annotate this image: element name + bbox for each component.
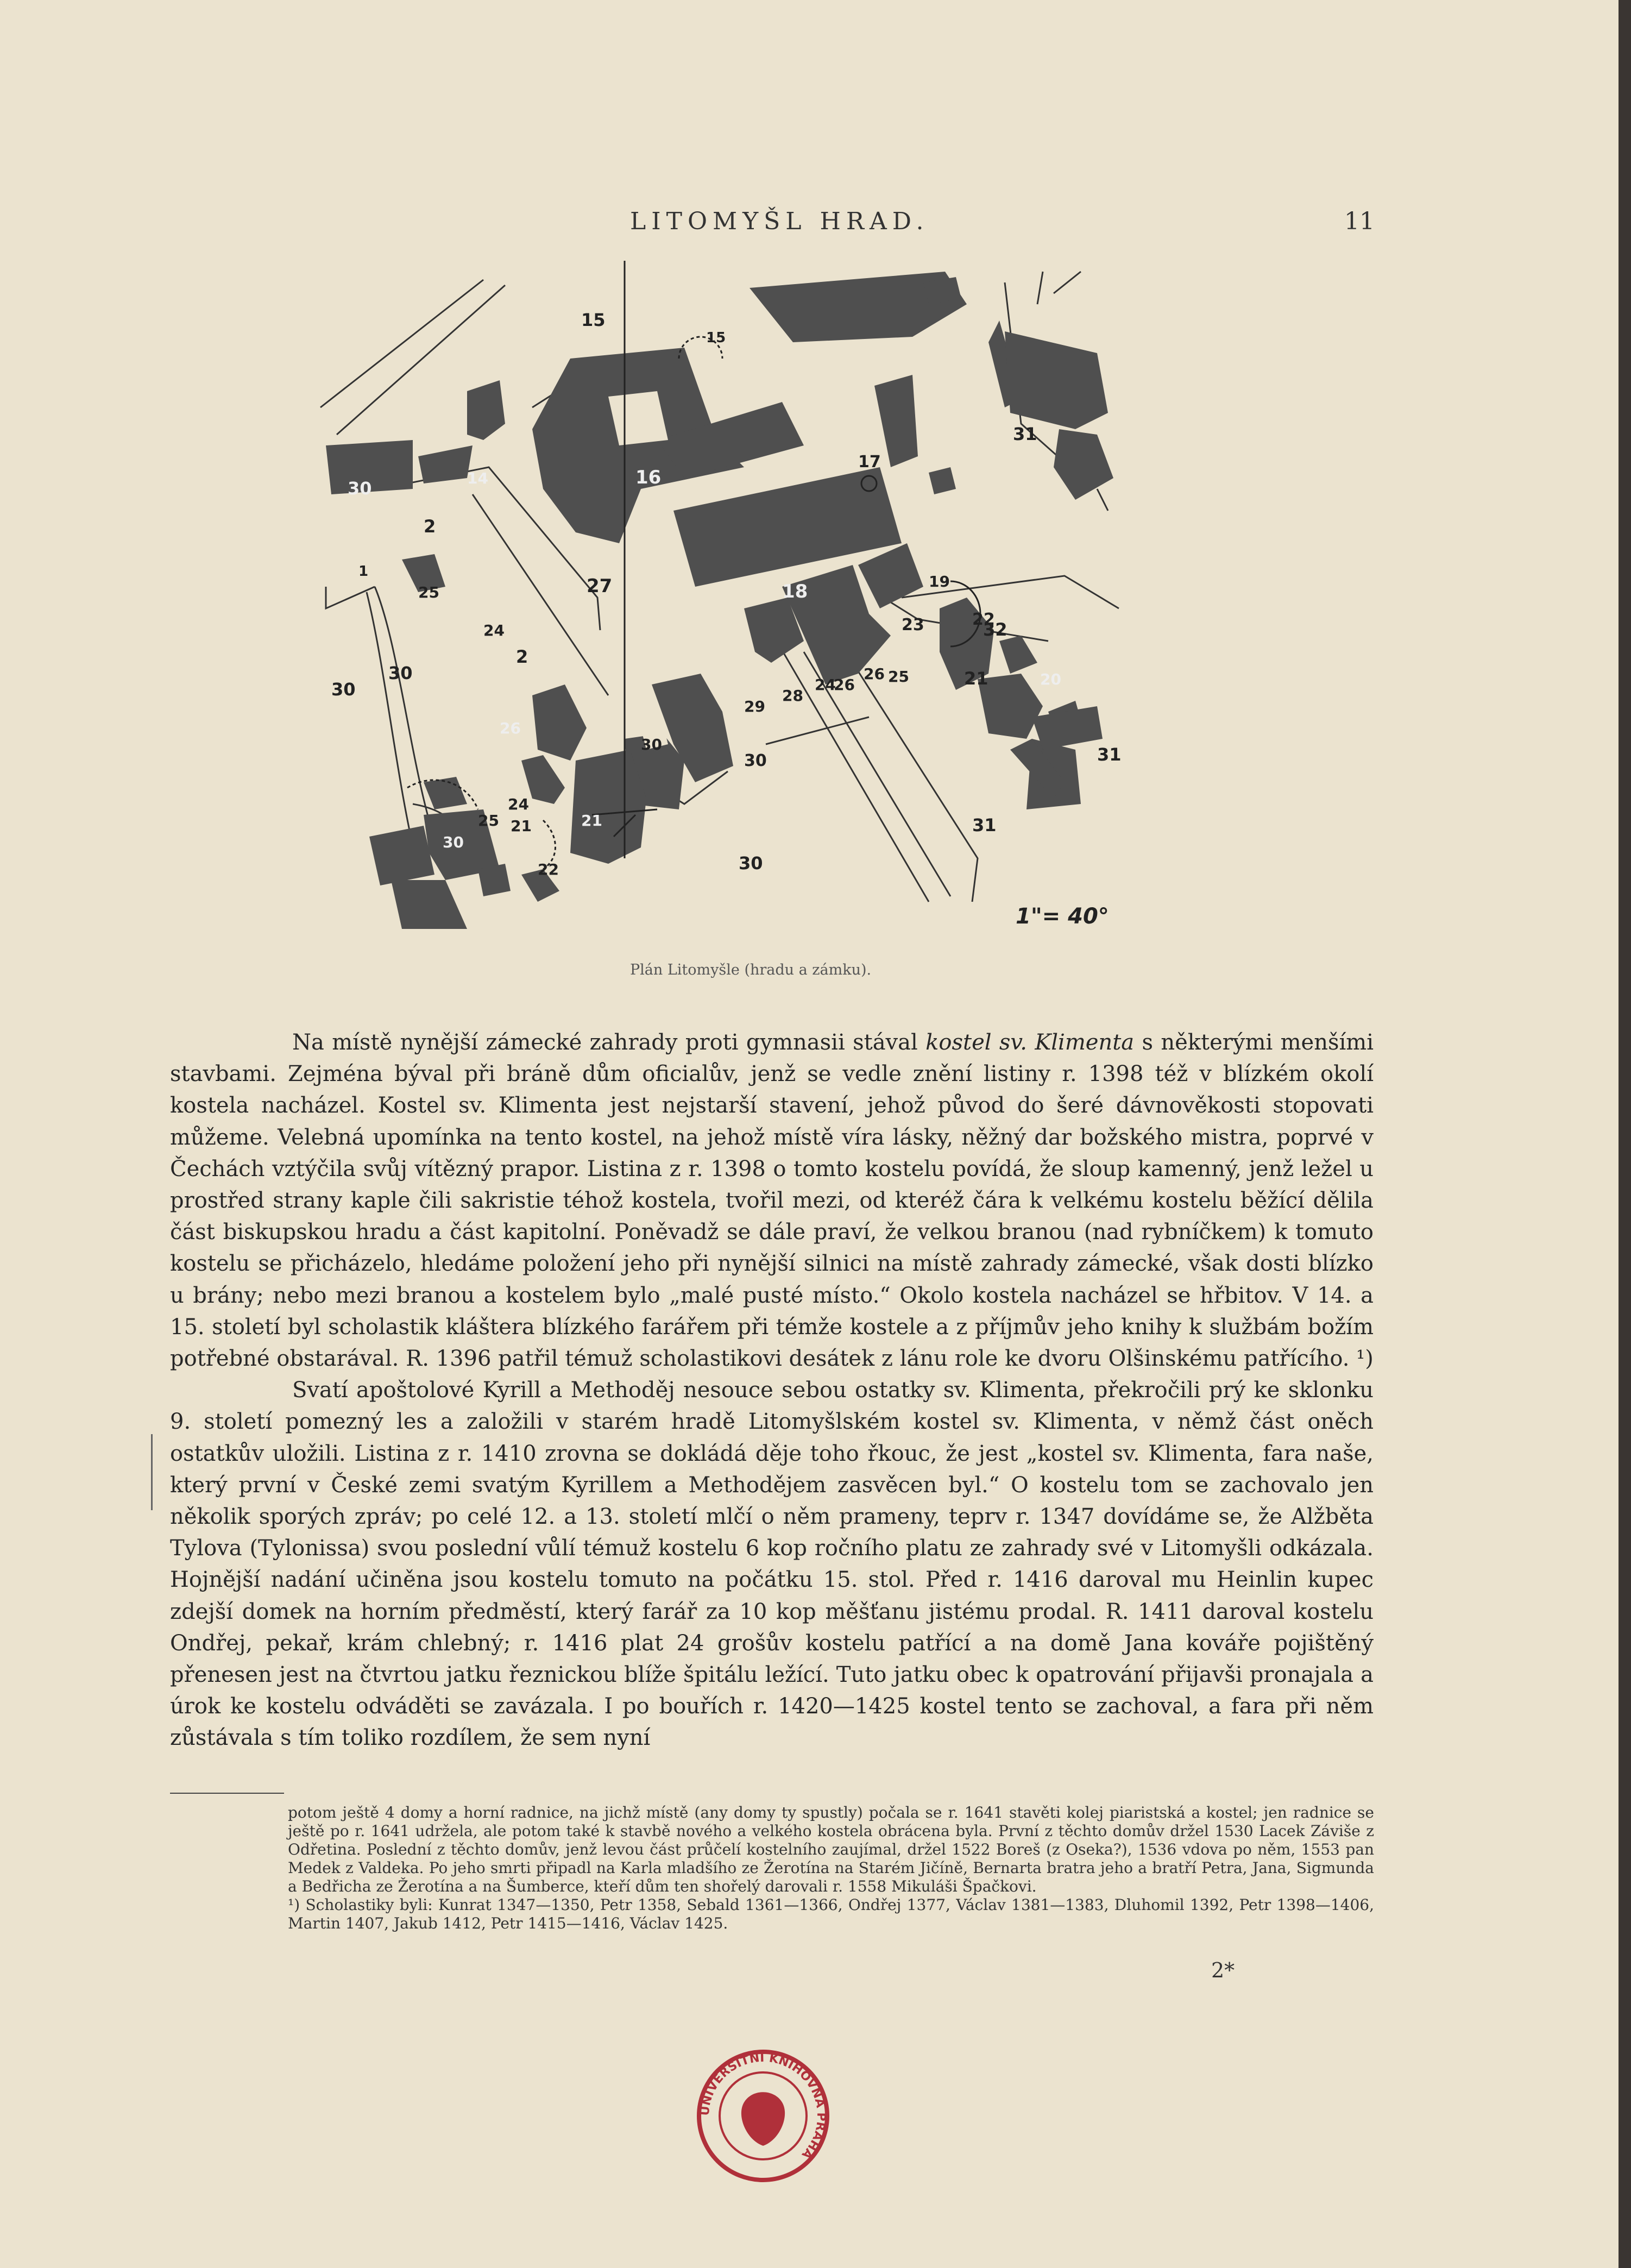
library-stamp <box>692 2045 834 2187</box>
signature-mark: 2* <box>1211 1958 1235 1982</box>
footnotes <box>288 1804 1374 1933</box>
plan-label: 28 <box>782 687 803 705</box>
page-number: 11 <box>1344 208 1375 235</box>
plan-label: 24 <box>815 676 836 694</box>
plan-label: 22 <box>538 860 559 878</box>
castle-plan-map <box>304 261 1141 951</box>
plan-label: 30 <box>388 663 413 683</box>
plan-label: 32 <box>983 619 1007 640</box>
plan-label: 26 <box>864 665 885 683</box>
plan-label: 30 <box>744 751 767 770</box>
footnote-rule <box>170 1793 284 1794</box>
body-text <box>170 1027 1374 1754</box>
plan-label: 30 <box>641 736 662 753</box>
plan-label: 31 <box>972 815 997 835</box>
plan-label: 25 <box>478 812 499 830</box>
plan-label: 20 <box>1040 670 1061 688</box>
plan-label: 27 <box>587 575 613 597</box>
plan-scale: 1"= 40° <box>1016 904 1109 929</box>
plan-label: 1 <box>358 563 369 580</box>
book-spine <box>1619 0 1631 2268</box>
running-head: LITOMYŠL HRAD. <box>630 208 929 235</box>
footnote: potom ještě 4 domy a horní radnice, na jichž místě (any domy ty spustly) počala se r. 1641 stavěti kolej piaristská a kostel; jen radnice se ještě po r. 1641 udržela, ale potom také k stavbě nového a velkého kostela obrácena byla. První z těchto domův držel 1530 Lacek Záviše z Odřetina. Poslední z těchto domův, jenž levou část průčelí kostelního zaujímal, držel 1522 Boreš (z Oseka?), 1536 vdova po něm, 1553 pan Medek z Valdeka. Po jeho smrti připadl na Karla mladšího ze Žerotína na Starém Jičíně, Bernarta bratra jeho a bratří Petra, Jana, Sigmunda a Bedřicha ze Žerotína a na Šumberce, kteří dům ten shořelý darovali r. 1558 Mikuláši Špačkovi. <box>288 1804 1374 1895</box>
plan-label: 30 <box>443 833 464 851</box>
plan-label: 21 <box>964 668 988 689</box>
plan-label: 24 <box>508 795 529 813</box>
svg-text:UNIVERSITNÍ KNIHOVNA PRAHA: UNIVERSITNÍ KNIHOVNA PRAHA <box>698 2051 828 2162</box>
plan-label: 17 <box>858 453 881 472</box>
plan-label: 2 <box>516 646 528 667</box>
plan-label: 2 <box>424 516 436 537</box>
plan-label: 31 <box>1013 424 1037 444</box>
plan-label: 30 <box>348 478 372 499</box>
plan-label: 25 <box>418 583 439 601</box>
plan-label: 31 <box>1097 744 1122 765</box>
plan-labels <box>331 310 1122 929</box>
plan-label: 22 <box>972 610 995 629</box>
paragraph-1: Na místě nynější zámecké zahrady proti gymnasii stával kostel sv. Klimenta s některými menšími stavbami. Zejména býval při bráně dům oficialův, jenž se vedle znění listiny r. 1398 též v blízkém okolí kostela nacházel. Kostel sv. Klimenta jest nejstarší stavení, jehož původ do šeré dávnověkosti stopovati můžeme. Velebná upomínka na tento kostel, na jehož místě víra lásky, něžný dar božského mistra, poprvé v Čechách vztýčila svůj vítězný prapor. Listina z r. 1398 o tomto kostelu povídá, že sloup kamenný, jenž ležel u prostřed strany kaple čili sakristie téhož kostela, tvořil mezi, od kteréž čára k velkému kostelu běžící dělila část biskupskou hradu a část kapitolní. Poněvadž se dále praví, že velkou branou (nad rybníčkem) k tomuto kostelu se přicházelo, hledáme položení jeho při nynější silnici na místě zahrady zámecké, však dosti blízko u brány; nebo mezi branou a kostelem bylo „malé pusté místo.“ Okolo kostela nacházel se hřbitov. V 14. a 15. století byl scholastik kláštera blízkého farářem při témže kostele a z příjmův jeho knihy k službám božím potřebné obstarával. R. 1396 patřil témuž scholastikovi desátek z lánu role ke dvoru Olšinskému patřícího. ¹) <box>170 1030 1374 1372</box>
emphasis-text: kostel sv. Klimenta <box>925 1030 1135 1055</box>
plan-label: 21 <box>511 817 532 835</box>
plan-label: 18 <box>782 581 808 602</box>
plan-label: 26 <box>834 676 855 694</box>
plan-label: 15 <box>581 310 606 330</box>
plan-label: 15 <box>706 330 726 346</box>
plan-label: 19 <box>929 573 950 590</box>
paragraph-2: Svatí apoštolové Kyrill a Methoděj nesouce sebou ostatky sv. Klimenta, překročili prý ke sklonku 9. století pomezný les a založili v starém hradě Litomyšlském kostel sv. Klimenta, v němž část oněch ostatkův uložili. Listina z r. 1410 zrovna se dokládá děje toho řkouc, že jest „kostel sv. Klimenta, fara naše, který první v České zemi svatým Kyrillem a Methodějem zasvěcen byl.“ O kostelu tom se zachovalo jen několik sporých zpráv; po celé 12. a 13. století mlčí o něm prameny, teprv r. 1347 dovídáme se, že Alžběta Tylova (Tylonissa) svou poslední vůlí témuž kostelu 6 kop ročního platu ze zahrady své v Litomyšli odkázala. Hojnější nadání učiněna jsou kostelu tomuto na počátku 15. stol. Před r. 1416 daroval mu Heinlin kupec zdejší domek na horním předměstí, který farář za 10 kop měšťanu jistému prodal. R. 1411 daroval kostelu Ondřej, pekař, krám chlebný; r. 1416 plat 24 grošův kostelu patřící a na domě Jana kováře pojištěný přenesen jest na čtvrtou jatku řeznickou blíže špitálu ležící. Tuto jatku obec k opatrování přijavši pronajala a úrok ke kostelu odváděti se zavázala. I po bouřích r. 1420—1425 kostel tento se zachoval, a fara při něm zůstávala s tím toliko rozdílem, že sem nyní <box>170 1378 1374 1751</box>
plan-label: 25 <box>888 668 909 686</box>
plan-label: 21 <box>581 812 602 830</box>
plan-label: 30 <box>739 853 763 874</box>
plan-label: 14 <box>467 469 488 487</box>
plan-label: 30 <box>331 679 356 700</box>
plan-label: 26 <box>500 719 521 737</box>
plan-label: 29 <box>744 698 765 715</box>
plan-label: 23 <box>902 615 924 634</box>
margin-mark <box>151 1434 153 1510</box>
plan-label: 16 <box>635 467 662 488</box>
plan-caption: Plán Litomyšle (hradu a zámku). <box>630 962 872 978</box>
footnote: ¹) Scholastiky byli: Kunrat 1347—1350, Petr 1358, Sebald 1361—1366, Ondřej 1377, Václav 1381—1383, Dluhomil 1392, Petr 1398—1406, Martin 1407, Jakub 1412, Petr 1415—1416, Václav 1425. <box>288 1896 1374 1932</box>
plan-label: 24 <box>483 621 505 639</box>
